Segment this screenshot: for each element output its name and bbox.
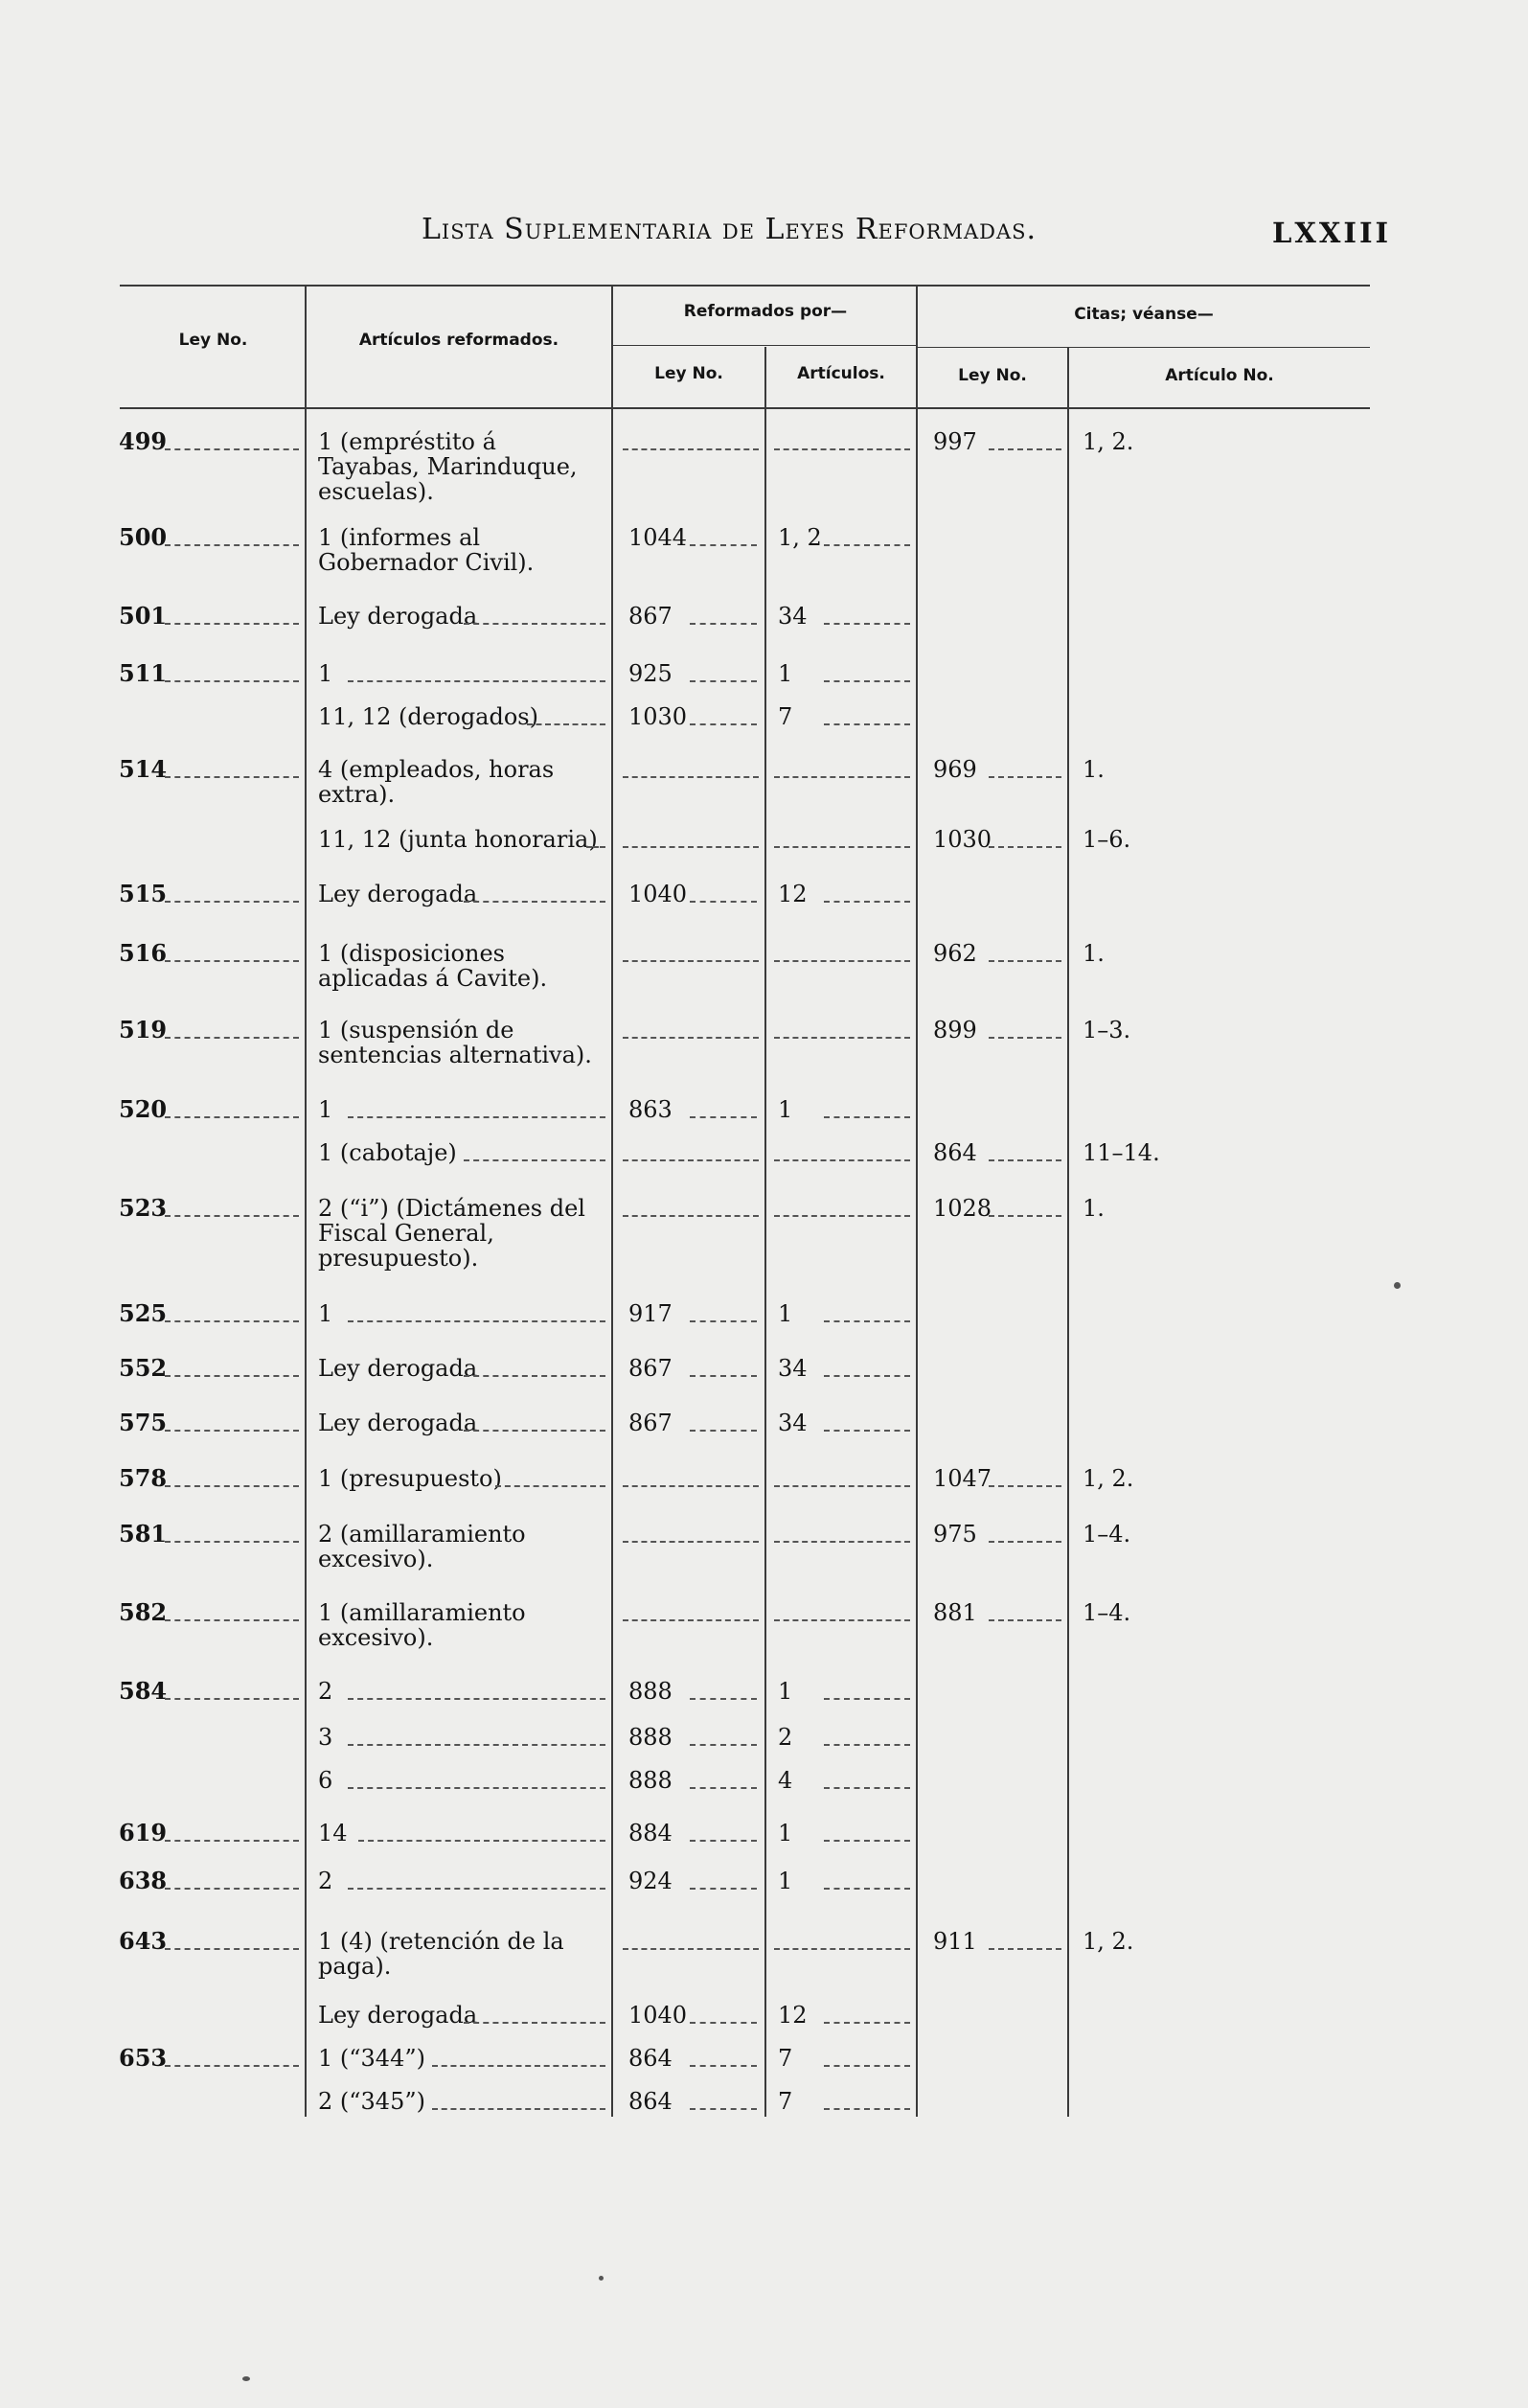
header-cit-articulo-no: Artículo No. — [1165, 366, 1274, 385]
articulos-reformados-cell: Ley derogada — [318, 2002, 478, 2029]
articulos-reformados-cell: 2 (amillaramiento excesivo). — [318, 1521, 526, 1572]
header-reformados-por: Reformados por— — [683, 302, 848, 321]
leader-dots — [690, 1116, 757, 1118]
ley-number: 578 — [119, 1464, 168, 1492]
articulos-reformados-cell: 1 (empréstito á Tayabas, Marinduque, escuelas). — [318, 428, 578, 505]
leader-dots — [989, 1541, 1061, 1543]
leader-dots — [690, 1375, 757, 1377]
leader-dots — [690, 2065, 757, 2067]
reformado-articulo-cell: 1 — [778, 660, 793, 687]
leader-dots — [824, 1888, 910, 1890]
leader-dots — [348, 1698, 605, 1700]
cita-ley-cell: 899 — [933, 1017, 977, 1043]
leader-dots — [824, 1787, 910, 1789]
leader-dots — [623, 1159, 759, 1161]
leader-dots — [165, 544, 299, 546]
leader-dots — [165, 776, 299, 778]
leader-dots — [165, 1430, 299, 1432]
leader-dots — [165, 1320, 299, 1322]
leader-dots — [989, 1159, 1061, 1161]
leader-dots — [165, 901, 299, 903]
header-ley-no: Ley No. — [178, 331, 248, 350]
reformado-ley-cell: 917 — [628, 1300, 673, 1327]
leader-dots — [165, 1840, 299, 1842]
leader-dots — [623, 776, 759, 778]
reformado-articulo-cell: 34 — [778, 1410, 808, 1436]
cita-ley-cell: 864 — [933, 1139, 977, 1166]
articulos-reformados-cell: 1 (presupuesto) — [318, 1465, 502, 1492]
articulos-reformados-cell: 4 (empleados, horas extra). — [318, 756, 555, 808]
reformado-ley-cell: 864 — [628, 2045, 673, 2072]
leader-dots — [774, 448, 910, 450]
header-citas: Citas; véanse— — [1074, 305, 1214, 324]
cita-articulo-cell: 11–14. — [1083, 1139, 1160, 1166]
cita-articulo-cell: 1–6. — [1083, 826, 1131, 853]
reformado-articulo-cell: 12 — [778, 2002, 808, 2029]
leader-dots — [824, 1320, 910, 1322]
leader-dots — [348, 1320, 605, 1322]
cita-articulo-cell: 1–4. — [1083, 1599, 1131, 1626]
leader-dots — [824, 623, 910, 625]
reformado-articulo-cell: 1 — [778, 1096, 793, 1123]
leader-dots — [165, 1375, 299, 1377]
header-ref-ley-no: Ley No. — [654, 364, 723, 383]
leader-dots — [348, 1787, 605, 1789]
leader-dots — [586, 846, 605, 848]
articulos-reformados-cell: 1 (4) (retención de la paga). — [318, 1928, 564, 1980]
leader-dots — [690, 1698, 757, 1700]
leader-dots — [774, 1541, 910, 1543]
cita-articulo-cell: 1. — [1083, 1195, 1105, 1222]
leader-dots — [623, 846, 759, 848]
articulos-reformados-cell: 2 — [318, 1868, 333, 1894]
leader-dots — [690, 1320, 757, 1322]
citas-sub-rule — [918, 347, 1370, 348]
leader-dots — [989, 1037, 1061, 1039]
articulos-reformados-cell: 2 (“i”) (Dictámenes del Fiscal General, presupuesto). — [318, 1195, 585, 1272]
reformado-articulo-cell: 1, 2 — [778, 524, 822, 551]
leader-dots — [774, 1159, 910, 1161]
cita-ley-cell: 962 — [933, 940, 977, 967]
articulos-reformados-cell: 3 — [318, 1724, 333, 1751]
articulos-reformados-cell: 1 (“344”) — [318, 2045, 425, 2072]
leader-dots — [623, 1948, 759, 1950]
reformado-articulo-cell: 7 — [778, 2088, 793, 2115]
leader-dots — [774, 1948, 910, 1950]
leader-dots — [690, 723, 757, 725]
leader-dots — [690, 2022, 757, 2024]
ley-number: 525 — [119, 1299, 168, 1327]
leader-dots — [690, 2108, 757, 2110]
leader-dots — [690, 1787, 757, 1789]
leader-dots — [989, 846, 1061, 848]
ley-number: 519 — [119, 1016, 168, 1043]
cita-ley-cell: 1047 — [933, 1465, 992, 1492]
reformado-ley-cell: 888 — [628, 1724, 673, 1751]
reformado-ley-cell: 884 — [628, 1820, 673, 1846]
leader-dots — [824, 1698, 910, 1700]
leader-dots — [623, 1485, 759, 1487]
header-cit-ley-no: Ley No. — [958, 366, 1027, 385]
articulos-reformados-cell: Ley derogada — [318, 1355, 478, 1382]
reformado-ley-cell: 1040 — [628, 881, 688, 907]
col-divider-3 — [764, 347, 766, 2117]
col-divider-2 — [611, 285, 613, 2117]
leader-dots — [495, 1485, 605, 1487]
leader-dots — [989, 1485, 1061, 1487]
leader-dots — [989, 1948, 1061, 1950]
leader-dots — [165, 1116, 299, 1118]
leader-dots — [690, 1888, 757, 1890]
leader-dots — [774, 1215, 910, 1217]
cita-articulo-cell: 1, 2. — [1083, 1928, 1134, 1955]
ley-number: 653 — [119, 2044, 168, 2072]
cita-ley-cell: 969 — [933, 756, 977, 783]
ley-number: 516 — [119, 939, 168, 967]
leader-dots — [774, 776, 910, 778]
leader-dots — [165, 1215, 299, 1217]
leader-dots — [432, 2065, 605, 2067]
leader-dots — [165, 448, 299, 450]
cita-articulo-cell: 1, 2. — [1083, 1465, 1134, 1492]
leader-dots — [989, 776, 1061, 778]
reformado-ley-cell: 863 — [628, 1096, 673, 1123]
cita-articulo-cell: 1, 2. — [1083, 428, 1134, 455]
leader-dots — [165, 1619, 299, 1621]
leader-dots — [464, 2022, 605, 2024]
ley-number: 619 — [119, 1819, 168, 1846]
articulos-reformados-cell: 11, 12 (junta honoraria) — [318, 826, 598, 853]
articulos-reformados-cell: 1 (informes al Gobernador Civil). — [318, 524, 535, 576]
leader-dots — [623, 1215, 759, 1217]
articulos-reformados-cell: 2 — [318, 1678, 333, 1705]
leader-dots — [690, 1744, 757, 1746]
leader-dots — [774, 1619, 910, 1621]
ley-number: 584 — [119, 1677, 168, 1705]
ley-number: 638 — [119, 1867, 168, 1894]
leader-dots — [432, 2108, 605, 2110]
leader-dots — [774, 1485, 910, 1487]
leader-dots — [824, 680, 910, 682]
leader-dots — [464, 901, 605, 903]
leader-dots — [165, 960, 299, 962]
reformado-articulo-cell: 1 — [778, 1868, 793, 1894]
leader-dots — [165, 623, 299, 625]
leader-dots — [824, 1840, 910, 1842]
articulos-reformados-cell: 1 (amillaramiento excesivo). — [318, 1599, 526, 1651]
articulos-reformados-cell: Ley derogada — [318, 881, 478, 907]
leader-dots — [623, 1037, 759, 1039]
reformado-articulo-cell: 2 — [778, 1724, 793, 1751]
leader-dots — [165, 1485, 299, 1487]
articulos-reformados-cell: 1 — [318, 1300, 333, 1327]
cita-articulo-cell: 1–4. — [1083, 1521, 1131, 1548]
col-divider-4 — [916, 285, 918, 2117]
leader-dots — [348, 1116, 605, 1118]
ley-number: 581 — [119, 1520, 168, 1548]
leader-dots — [690, 623, 757, 625]
leader-dots — [989, 1215, 1061, 1217]
reformado-ley-cell: 924 — [628, 1868, 673, 1894]
articulos-reformados-cell: 2 (“345”) — [318, 2088, 425, 2115]
ley-number: 500 — [119, 523, 168, 551]
leader-dots — [690, 901, 757, 903]
leader-dots — [824, 2108, 910, 2110]
leader-dots — [690, 544, 757, 546]
articulos-reformados-cell: 1 (cabotaje) — [318, 1139, 457, 1166]
ley-number: 515 — [119, 880, 168, 907]
ley-number: 643 — [119, 1927, 168, 1955]
cita-articulo-cell: 1–3. — [1083, 1017, 1131, 1043]
leader-dots — [824, 723, 910, 725]
table-top-rule — [120, 285, 1370, 287]
articulos-reformados-cell: 6 — [318, 1767, 333, 1794]
articulos-reformados-cell: 1 — [318, 660, 333, 687]
leader-dots — [824, 1375, 910, 1377]
col-divider-1 — [305, 285, 307, 2117]
leader-dots — [464, 1375, 605, 1377]
reformado-ley-cell: 867 — [628, 1355, 673, 1382]
reformado-articulo-cell: 1 — [778, 1820, 793, 1846]
header-ref-articulos: Artículos. — [797, 364, 885, 383]
cita-ley-cell: 881 — [933, 1599, 977, 1626]
articulos-reformados-cell: 14 — [318, 1820, 348, 1846]
leader-dots — [623, 960, 759, 962]
leader-dots — [989, 960, 1061, 962]
cita-ley-cell: 1028 — [933, 1195, 992, 1222]
leader-dots — [165, 1698, 299, 1700]
header-articulos-reformados: Artículos reformados. — [358, 331, 559, 350]
leader-dots — [165, 2065, 299, 2067]
leader-dots — [690, 680, 757, 682]
reformados-sub-rule — [613, 345, 918, 346]
page-number: LXXIII — [1272, 217, 1392, 249]
leader-dots — [348, 1888, 605, 1890]
leader-dots — [165, 1037, 299, 1039]
reformado-ley-cell: 888 — [628, 1767, 673, 1794]
articulos-reformados-cell: 1 — [318, 1096, 333, 1123]
leader-dots — [774, 846, 910, 848]
articulos-reformados-cell: 1 (suspensión de sentencias alternativa). — [318, 1017, 592, 1068]
leader-dots — [165, 1888, 299, 1890]
leader-dots — [774, 960, 910, 962]
reformado-articulo-cell: 34 — [778, 603, 808, 630]
articulos-reformados-cell: Ley derogada — [318, 603, 478, 630]
ley-number: 511 — [119, 659, 168, 687]
reformado-ley-cell: 867 — [628, 1410, 673, 1436]
leader-dots — [464, 1159, 605, 1161]
cita-articulo-cell: 1. — [1083, 940, 1105, 967]
ley-number: 501 — [119, 602, 168, 630]
articulos-reformados-cell: 1 (disposiciones aplicadas á Cavite). — [318, 940, 548, 992]
ley-number: 520 — [119, 1095, 168, 1123]
scan-speck — [242, 2376, 250, 2381]
leader-dots — [527, 723, 605, 725]
reformado-ley-cell: 888 — [628, 1678, 673, 1705]
scan-speck — [599, 2276, 604, 2281]
reformado-articulo-cell: 1 — [778, 1678, 793, 1705]
reformado-ley-cell: 925 — [628, 660, 673, 687]
leader-dots — [690, 1430, 757, 1432]
leader-dots — [824, 1430, 910, 1432]
leader-dots — [165, 1541, 299, 1543]
cita-ley-cell: 911 — [933, 1928, 977, 1955]
ley-number: 523 — [119, 1194, 168, 1222]
leader-dots — [464, 623, 605, 625]
scan-speck — [1394, 1282, 1401, 1289]
cita-articulo-cell: 1. — [1083, 756, 1105, 783]
leader-dots — [824, 544, 910, 546]
leader-dots — [165, 680, 299, 682]
page-title: Lista Suplementaria de Leyes Reformadas. — [422, 213, 1038, 246]
leader-dots — [824, 2022, 910, 2024]
reformado-articulo-cell: 34 — [778, 1355, 808, 1382]
reformado-articulo-cell: 1 — [778, 1300, 793, 1327]
reformado-articulo-cell: 7 — [778, 703, 793, 730]
leader-dots — [348, 680, 605, 682]
reformado-ley-cell: 864 — [628, 2088, 673, 2115]
reformado-ley-cell: 1040 — [628, 2002, 688, 2029]
leader-dots — [464, 1430, 605, 1432]
leader-dots — [623, 1541, 759, 1543]
leader-dots — [989, 448, 1061, 450]
leader-dots — [824, 901, 910, 903]
leader-dots — [623, 448, 759, 450]
leader-dots — [165, 1948, 299, 1950]
cita-ley-cell: 997 — [933, 428, 977, 455]
leader-dots — [348, 1744, 605, 1746]
leader-dots — [824, 1116, 910, 1118]
reformado-ley-cell: 1044 — [628, 524, 688, 551]
col-divider-5 — [1067, 347, 1069, 2117]
cita-ley-cell: 975 — [933, 1521, 977, 1548]
leader-dots — [358, 1840, 605, 1842]
ley-number: 514 — [119, 755, 168, 783]
reformado-ley-cell: 867 — [628, 603, 673, 630]
reformado-articulo-cell: 12 — [778, 881, 808, 907]
ley-number: 582 — [119, 1598, 168, 1626]
articulos-reformados-cell: 11, 12 (derogados) — [318, 703, 538, 730]
ley-number: 499 — [119, 427, 168, 455]
leader-dots — [824, 2065, 910, 2067]
leader-dots — [824, 1744, 910, 1746]
reformado-articulo-cell: 7 — [778, 2045, 793, 2072]
leader-dots — [690, 1840, 757, 1842]
reformado-ley-cell: 1030 — [628, 703, 688, 730]
cita-ley-cell: 1030 — [933, 826, 992, 853]
articulos-reformados-cell: Ley derogada — [318, 1410, 478, 1436]
header-bottom-rule — [120, 407, 1370, 409]
leader-dots — [774, 1037, 910, 1039]
ley-number: 575 — [119, 1409, 168, 1436]
leader-dots — [989, 1619, 1061, 1621]
reformado-articulo-cell: 4 — [778, 1767, 793, 1794]
leader-dots — [623, 1619, 759, 1621]
ley-number: 552 — [119, 1354, 168, 1382]
